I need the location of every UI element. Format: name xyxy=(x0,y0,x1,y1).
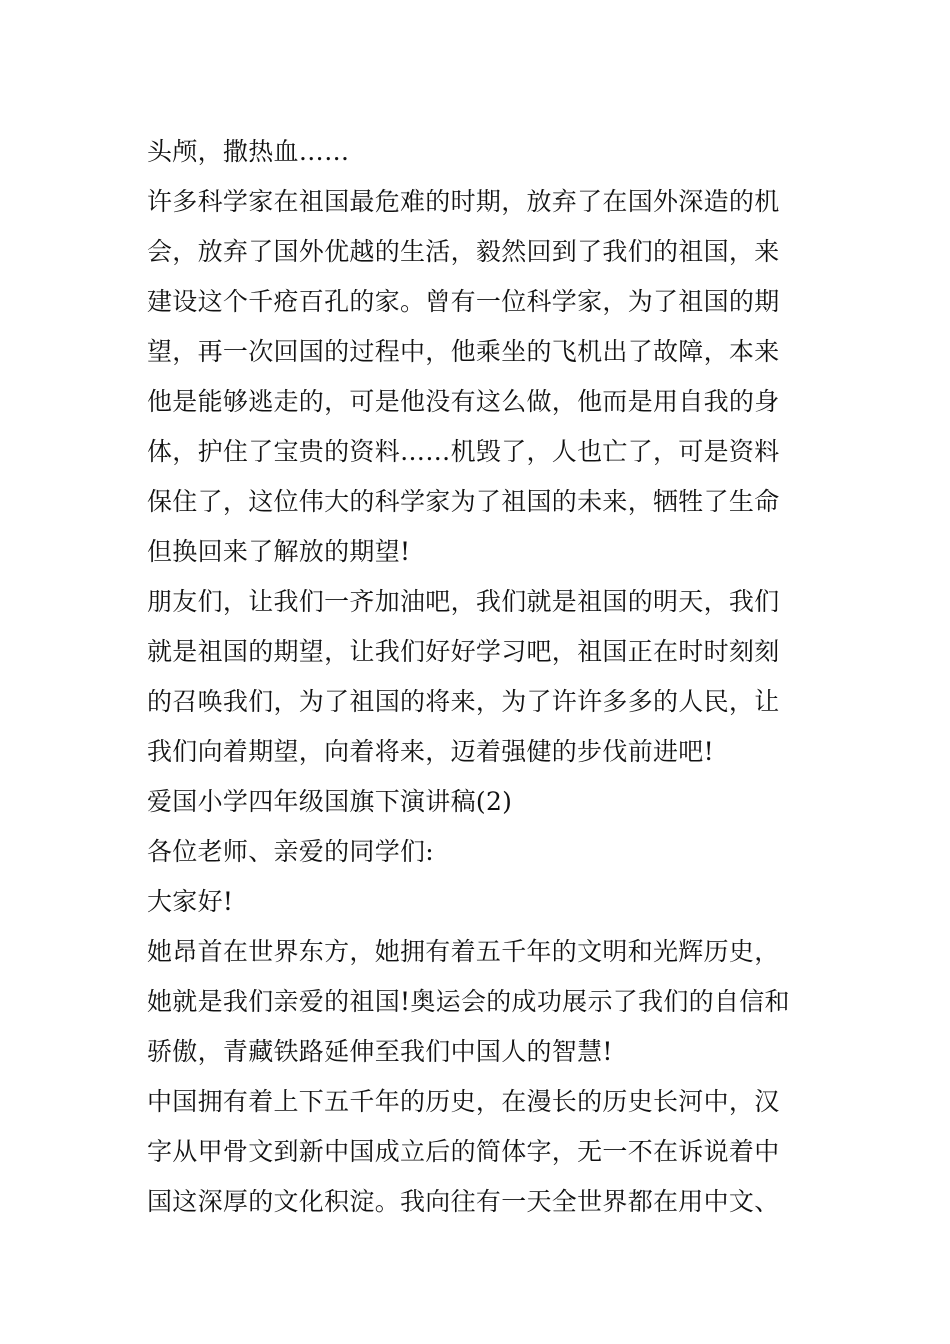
text-line: 的召唤我们，为了祖国的将来，为了许许多多的人民，让 xyxy=(147,687,780,716)
text-line: 她就是我们亲爱的祖国!奥运会的成功展示了我们的自信和 xyxy=(147,987,790,1016)
text-line: 头颅，撒热血…… xyxy=(147,137,350,166)
text-line: 但换回来了解放的期望! xyxy=(147,537,411,566)
text-line: 建设这个千疮百孔的家。曾有一位科学家，为了祖国的期 xyxy=(147,287,780,316)
text-line: 朋友们，让我们一齐加油吧，我们就是祖国的明天，我们 xyxy=(147,587,780,616)
text-line: 国这深厚的文化积淀。我向往有一天全世界都在用中文、 xyxy=(147,1187,780,1216)
salutation: 各位老师、亲爱的同学们: xyxy=(147,837,435,866)
text-line: 他是能够逃走的，可是他没有这么做，他而是用自我的身 xyxy=(147,387,780,416)
text-line: 许多科学家在祖国最危难的时期，放弃了在国外深造的机 xyxy=(147,187,780,216)
text-line: 体，护住了宝贵的资料……机毁了，人也亡了，可是资料 xyxy=(147,437,780,466)
text-line: 我们向着期望，向着将来，迈着强健的步伐前进吧! xyxy=(147,737,714,766)
text-line: 会，放弃了国外优越的生活，毅然回到了我们的祖国，来 xyxy=(147,237,780,266)
text-line: 字从甲骨文到新中国成立后的简体字，无一不在诉说着中 xyxy=(147,1137,780,1166)
text-line: 望，再一次回国的过程中，他乘坐的飞机出了故障，本来 xyxy=(147,337,780,366)
greeting: 大家好! xyxy=(147,887,234,916)
section-title: 爱国小学四年级国旗下演讲稿(2) xyxy=(147,787,513,816)
text-line: 就是祖国的期望，让我们好好学习吧，祖国正在时时刻刻 xyxy=(147,637,780,666)
text-line: 中国拥有着上下五千年的历史，在漫长的历史长河中，汉 xyxy=(147,1087,780,1116)
text-line: 她昂首在世界东方，她拥有着五千年的文明和光辉历史， xyxy=(147,937,780,966)
text-line: 保住了，这位伟大的科学家为了祖国的未来，牺牲了生命 xyxy=(147,487,780,516)
document-body xyxy=(147,127,807,1227)
text-line: 骄傲，青藏铁路延伸至我们中国人的智慧! xyxy=(147,1037,613,1066)
